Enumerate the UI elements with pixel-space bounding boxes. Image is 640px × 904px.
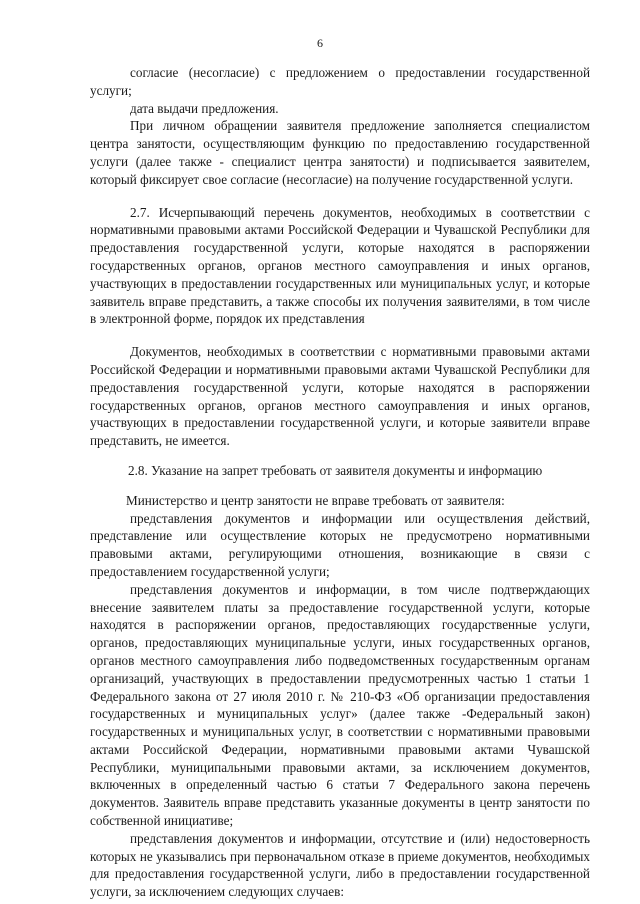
- paragraph-requirement-2: представления документов и информации, в том числе подтверждающих внесение заявителем платы за предоставление государственной услуги, которые находятся в распоряжении органов, предоставляющих государственные услуги, органов, предоставляющих муниципальные услуги, иных государственных органов, органов местного самоуправления либо подведомственных государственным органам организаций, участвующих в предоставлении предусмотренных частью 1 статьи 1 Федерального закона от 27 июля 2010 г. № 210-ФЗ «Об организации предоставления государственных и муниципальных услуг» (далее также -Федеральный закон) государственных и муниципальных услуг, в соответствии с нормативными правовыми актами Российской Федерации, нормативными правовыми актами Чувашской Республики, муниципальными правовыми актами, за исключением документов, включенных в определенный частью 6 статьи 7 Федерального закона перечень документов. Заявитель вправе представить указанные документы в центр занятости по собственной инициативе;: [90, 581, 590, 829]
- section-2-7-heading: 2.7. Исчерпывающий перечень документов, необходимых в соответствии с нормативными правовыми актами Российской Федерации и Чувашской Республики для предоставления государственной услуги, которые находятся в распоряжении государственных органов, органов местного самоуправления и иных органов, участвующих в предоставлении государственных или муниципальных услуг, и которые заявитель вправе представить, а также способы их получения заявителями, в том числе в электронной форме, порядок их представления: [90, 204, 590, 327]
- section-2-8-heading: 2.8. Указание на запрет требовать от заявителя документы и информацию: [128, 462, 543, 478]
- document-body: [90, 64, 590, 901]
- paragraph-ministry-not-entitled: Министерство и центр занятости не вправе требовать от заявителя:: [126, 492, 505, 508]
- spacer: [90, 328, 590, 343]
- spacer: [90, 450, 590, 462]
- paragraph-requirement-3: представления документов и информации, отсутствие и (или) недостоверность которых не указывались при первоначальном отказе в приеме документов, необходимых для предоставления государственной услуги, либо в предоставлении государственной услуги, за исключением следующих случаев:: [90, 830, 590, 900]
- page-number: 6: [317, 36, 323, 50]
- paragraph-requirement-1: представления документов и информации или осуществления действий, представление или осуществление которых не предусмотрено нормативными правовыми актами, регулирующими отношения, возникающие в связи с предоставлением государственной услуги;: [90, 510, 590, 579]
- spacer: [90, 480, 590, 492]
- paragraph-personal-appeal: При личном обращении заявителя предложение заполняется специалистом центра занятости, осуществляющим функцию по предоставлению государственной услуги (далее также - специалист центра занятости) и подписывается заявителем, который фиксирует свое согласие (несогласие) на получение государственной услуги.: [90, 118, 590, 187]
- paragraph-issue-date: дата выдачи предложения.: [130, 100, 279, 116]
- spacer: [90, 189, 590, 204]
- paragraph-no-documents: Документов, необходимых в соответствии с нормативными правовыми актами Российской Федерации и нормативными правовыми актами Чувашской Республики для предоставления государственной услуги, которые находятся в распоряжении государственных органов, органов местного самоуправления и иных органов, участвующих в предоставлении государственной услуги, и которые заявители вправе представить, не имеется.: [90, 344, 590, 449]
- paragraph-consent: согласие (несогласие) с предложением о предоставлении государственной услуги;: [90, 65, 590, 98]
